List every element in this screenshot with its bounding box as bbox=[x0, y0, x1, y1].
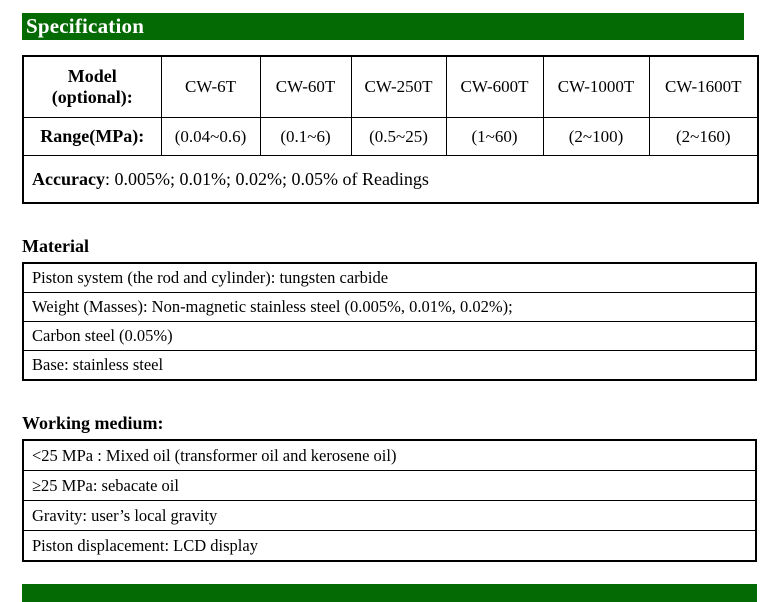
table-row bbox=[23, 440, 756, 471]
table-row bbox=[23, 471, 756, 501]
material-heading: Material bbox=[22, 236, 89, 256]
accuracy-label: Accuracy bbox=[32, 168, 105, 189]
range-header-cell: Range(MPa): bbox=[23, 118, 161, 156]
working-medium-heading: Working medium: bbox=[22, 413, 164, 433]
working-medium-table bbox=[22, 439, 757, 562]
range-cell: (0.1~6) bbox=[260, 118, 351, 156]
material-row-text: Base: stainless steel bbox=[23, 351, 756, 381]
accuracy-cell bbox=[23, 156, 758, 204]
model-cell: CW-250T bbox=[351, 56, 446, 118]
range-row bbox=[23, 118, 758, 156]
accuracy-row bbox=[23, 156, 758, 204]
model-cell: CW-600T bbox=[446, 56, 543, 118]
material-row-text: Piston system (the rod and cylinder): tungsten carbide bbox=[23, 263, 756, 293]
working-medium-row-text: <25 MPa : Mixed oil (transformer oil and kerosene oil) bbox=[23, 440, 756, 471]
model-cell: CW-1600T bbox=[649, 56, 758, 118]
working-medium-row-text: Piston displacement: LCD display bbox=[23, 531, 756, 562]
material-row-text: Carbon steel (0.05%) bbox=[23, 322, 756, 351]
table-row bbox=[23, 531, 756, 562]
model-header-cell: Model (optional): bbox=[23, 56, 161, 118]
range-cell: (0.04~0.6) bbox=[161, 118, 260, 156]
material-row-text: Weight (Masses): Non-magnetic stainless steel (0.005%, 0.01%, 0.02%); bbox=[23, 293, 756, 322]
table-row bbox=[23, 351, 756, 381]
material-table bbox=[22, 262, 757, 381]
range-cell: (0.5~25) bbox=[351, 118, 446, 156]
model-cell: CW-1000T bbox=[543, 56, 649, 118]
table-row bbox=[23, 293, 756, 322]
model-cell: CW-6T bbox=[161, 56, 260, 118]
accuracy-value: : 0.005%; 0.01%; 0.02%; 0.05% of Readings bbox=[104, 168, 429, 189]
footer-accent-bar bbox=[22, 584, 757, 602]
range-cell: (2~100) bbox=[543, 118, 649, 156]
model-row bbox=[23, 56, 758, 118]
working-medium-row-text: ≥25 MPa: sebacate oil bbox=[23, 471, 756, 501]
table-row bbox=[23, 322, 756, 351]
working-medium-row-text: Gravity: user’s local gravity bbox=[23, 501, 756, 531]
specification-table bbox=[22, 55, 759, 204]
model-cell: CW-60T bbox=[260, 56, 351, 118]
section-header-specification: Specification bbox=[22, 13, 744, 40]
range-cell: (2~160) bbox=[649, 118, 758, 156]
table-row bbox=[23, 263, 756, 293]
table-row bbox=[23, 501, 756, 531]
range-cell: (1~60) bbox=[446, 118, 543, 156]
